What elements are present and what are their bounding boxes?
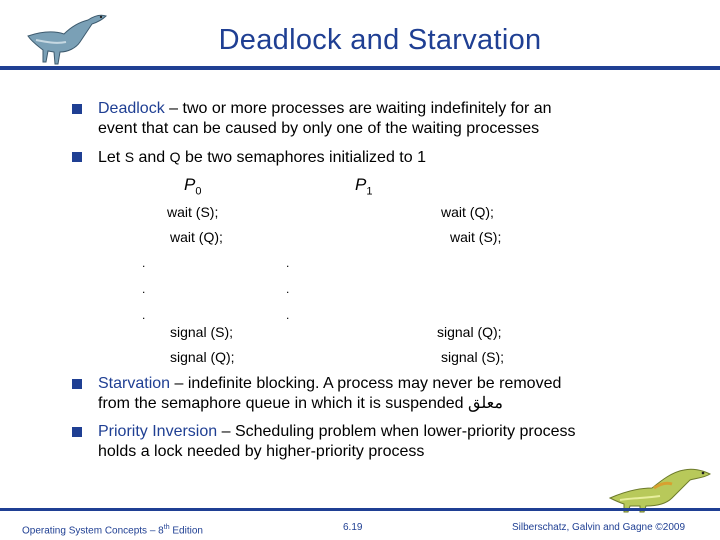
term-starvation: Starvation [98,375,171,392]
p1-line-3: signal (Q); [437,324,502,340]
semaphore-q: Q [169,149,181,165]
term-deadlock: Deadlock [98,100,165,117]
footer-course: Operating System Concepts – 8th Edition [22,524,203,537]
slide-title: Deadlock and Starvation [218,24,542,56]
bullet-marker [72,379,82,389]
process-p1-label: $P_1$ [355,175,373,198]
bullet-text: – Scheduling problem when lower-priority process [217,423,576,440]
bullet-text: – two or more processes are waiting indefinitely for an [164,100,552,117]
ellipsis-dot: . [142,282,146,296]
process-p0-label: $P_0$ [184,175,202,198]
dinosaur-icon [606,458,716,514]
ellipsis-dot: . [286,256,290,270]
p1-line-1: wait (Q); [441,204,494,220]
bullet-marker [72,152,82,162]
ellipsis-dot: . [142,256,146,270]
p1-line-2: wait (S); [450,229,502,245]
footer-page-number: 6.19 [343,522,363,533]
bullet-priority-inversion [98,422,698,462]
ellipsis-dot: . [142,308,146,322]
bullet-text: event that can be caused by only one of the waiting processes [98,120,540,137]
bullet-text: – indefinite blocking. A process may never be removed [170,375,562,392]
bullet-semaphores [98,147,698,168]
p0-line-2: wait (Q); [170,229,223,245]
semaphore-s: S [124,149,135,165]
bullet-text: from the semaphore queue in which it is suspended معلق [98,395,503,412]
ellipsis-dot: . [286,282,290,296]
bullet-text: Let [98,149,125,166]
bullet-deadlock [98,99,698,139]
bullet-starvation [98,374,698,414]
p0-line-1: wait (S); [167,204,219,220]
bullet-marker [72,427,82,437]
title-divider [0,66,720,70]
bullet-text: holds a lock needed by higher-priority process [98,443,425,460]
p1-line-4: signal (S); [441,349,505,365]
p0-line-4: signal (Q); [170,349,235,365]
bullet-marker [72,104,82,114]
ellipsis-dot: . [286,308,290,322]
bullet-text: be two semaphores initialized to 1 [180,149,426,166]
footer-authors: Silberschatz, Galvin and Gagne ©2009 [512,522,686,533]
bullet-text: and [134,149,170,166]
footer-divider [0,508,720,511]
term-priority-inversion: Priority Inversion [98,423,218,440]
p0-line-3: signal (S); [170,324,234,340]
